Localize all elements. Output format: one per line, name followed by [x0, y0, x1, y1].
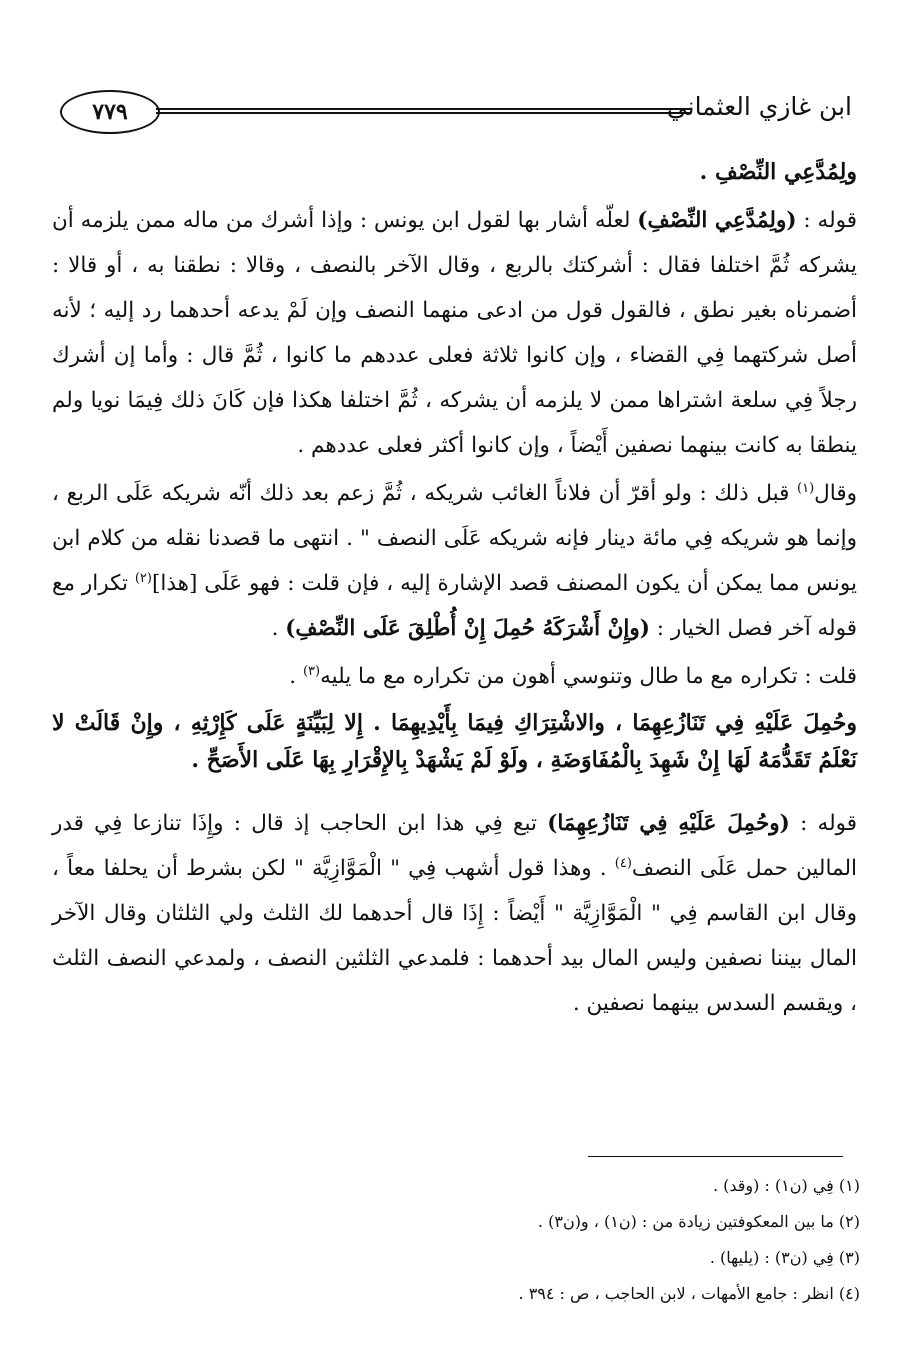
main-text — [52, 150, 857, 1029]
paragraph-1 — [52, 198, 857, 468]
footnote-1: (١) فِي (ن١) : (وقد) . — [712, 1176, 860, 1195]
footnote-divider — [588, 1156, 843, 1157]
header-title: ابن غازي العثماني — [666, 92, 852, 121]
matn-block: وحُمِلَ عَلَيْهِ فِي تَنَازُعِهِمَا ، والاشْتِرَاكِ فِيمَا بِأَيْدِيهِمَا . إِلا لِبَيِّنَةٍ عَلَى كَإِرْثِهِ ، وإِنْ قَالَتْ لا نَعْلَمُ تَقَدُّمَهُ لَهَا إِنْ شَهِدَ بِالْمُفَاوَضَةِ ، ولَوْ لَمْ يَشْهَدْ بِالإِقْرَارِ بِهَا عَلَى الأَصَحِّ . — [52, 710, 857, 773]
footnote-ref-2: (٢) — [134, 570, 152, 586]
para2-lead: وقال — [814, 481, 857, 506]
para2-text-2: تكرار مع قوله آخر فصل الخيار : — [52, 571, 857, 641]
para3-tail: . — [289, 664, 303, 689]
para2-quote: (وإِنْ أَشْرَكَهُ حُمِلَ إِنْ أُطْلِقَ عَلَى النِّصْفِ) — [285, 616, 650, 641]
footnote-2: (٢) ما بين المعكوفتين زيادة من : (ن١) ، و(ن٣) . — [537, 1212, 860, 1231]
para1-lead: قوله : — [796, 208, 858, 233]
para4-text-1: تبع فِي هذا ابن الحاجب إذ قال : وإِذَا تنازعا فِي قدر المالين حمل عَلَى النصف — [52, 811, 857, 881]
footnote-3: (٣) فِي (ن٣) : (يليها) . — [709, 1248, 860, 1267]
running-header — [50, 80, 850, 140]
page-number: ٧٧٩ — [60, 90, 160, 134]
para4-lead: قوله : — [789, 811, 858, 836]
para2-text-1: قبل ذلك : ولو أقرّ أن فلاناً الغائب شريكه ، ثُمَّ زعم بعد ذلك أنّه شريكه عَلَى الربع ، وإنما هو شريكه فِي مائة دينار فإنه شريكه عَلَى النصف " . انتهى ما قصدنا نقله من كلام ابن يونس مما يمكن أن يكون المصنف قصد الإشارة إليه ، فإن قلت : فهو عَلَى [هذا] — [52, 481, 857, 596]
para3-text: قلت : تكراره مع ما طال وتنوسي أهون من تكراره مع ما يليه — [320, 664, 857, 689]
footnote-ref-1: (١) — [797, 480, 815, 496]
footnote-4: (٤) انظر : جامع الأمهات ، لابن الحاجب ، ص : ٣٩٤ . — [518, 1284, 860, 1303]
para2-tail: . — [271, 616, 286, 641]
para4-quote: (وحُمِلَ عَلَيْهِ فِي تَنَازُعِهِمَا) — [547, 811, 790, 836]
para4-text-2: . وهذا قول أشهب فِي " الْمَوَّازِيَّة " لكن بشرط أن يحلفا معاً ، وقال ابن القاسم فِي " الْمَوَّازِيَّة " أَيْضاً : إِذَا قال أحدهما لك الثلث ولي الثلثان وقال الآخر المال بيننا نصفين وليس المال بيد أحدهما : فلمدعي الثلثين النصف ، ولمدعي النصف الثلث ، ويقسم السدس بينهما نصفين . — [52, 856, 857, 1016]
para1-quote: (ولِمُدَّعِي النِّصْفِ) — [637, 208, 797, 233]
footnote-ref-4: (٤) — [614, 855, 632, 871]
footnote-ref-3: (٣) — [302, 663, 321, 679]
paragraph-3 — [52, 654, 857, 699]
paragraph-2 — [52, 471, 857, 651]
opening-line: ولِمُدَّعِي النِّصْفِ . — [699, 159, 857, 185]
para1-text: لعلّه أشار بها لقول ابن يونس : وإذا أشرك من ماله ممن يلزمه أن يشركه ثُمَّ اختلفا فقال : أشركتك بالربع ، وقال الآخر بالنصف ، وقالا : نطقنا به ، أو قالا : أضمرناه بغير نطق ، فالقول قول من ادعى منهما النصف وإن لَمْ يدعه أحدهما رد إليه ؛ لأنه أصل شركتهما فِي القضاء ، وإن كانوا ثلاثة فعلى عددهم ما كانوا ، ثُمَّ قال : وأما إن أشرك رجلاً فِي سلعة اشتراها ممن لا يلزمه أن يشركه ، ثُمَّ اختلفا هكذا فإن كَانَ ذلك فِيمَا نويا ولم ينطقا به كانت بينهما نصفين أَيْضاً ، وإن كانوا أكثر فعلى عددهم . — [52, 208, 857, 458]
paragraph-4 — [52, 801, 857, 1026]
footnotes — [300, 1168, 860, 1312]
header-rule — [156, 108, 690, 114]
